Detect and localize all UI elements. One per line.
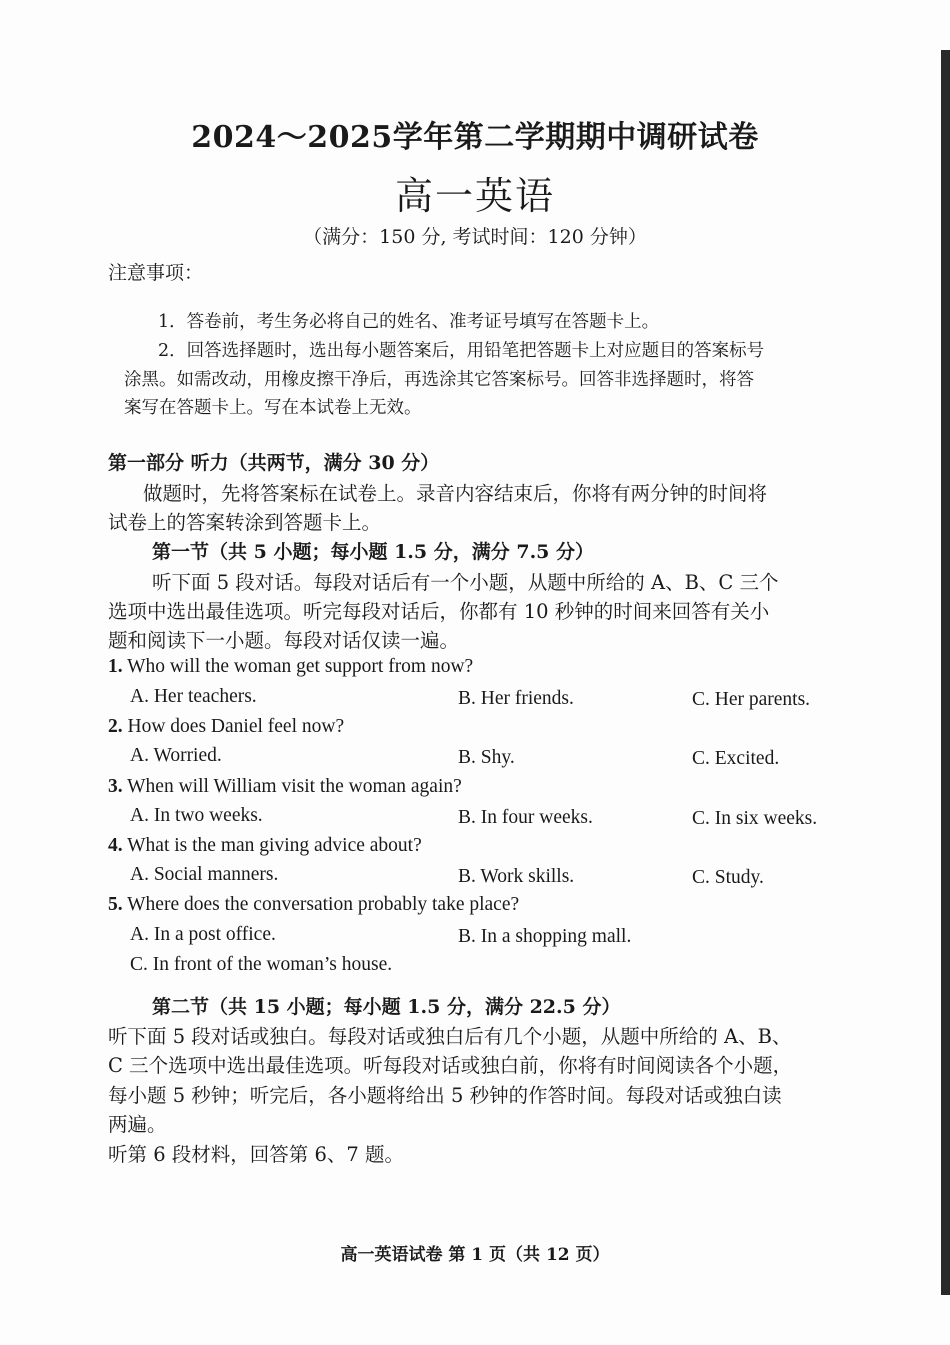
question-stem: When will William visit the woman again? <box>127 776 462 797</box>
section1-instruction-line: 选项中选出最佳选项。听完每段对话后，你都有 10 秒钟的时间来回答有关小 <box>108 600 770 623</box>
option-c: C. In six weeks. <box>692 808 818 829</box>
section2-heading: 第二节（共 15 小题；每小题 1.5 分，满分 22.5 分） <box>152 996 621 1018</box>
option-a: A. Her teachers. <box>130 686 257 707</box>
exam-title: 2024～2025学年第二学期期中调研试卷 <box>191 120 759 155</box>
question-number: 5. <box>108 894 123 915</box>
question-stem: Who will the woman get support from now? <box>127 656 474 677</box>
section2-instruction-line: C 三个选项中选出最佳选项。听每段对话或独白前，你将有时间阅读各个小题， <box>108 1054 793 1077</box>
question-number: 1. <box>108 656 123 677</box>
note-line: 2．回答选择题时，选出每小题答案后，用铅笔把答题卡上对应题目的答案标号 <box>158 341 765 361</box>
note-line: 1．答卷前，考生务必将自己的姓名、准考证号填写在答题卡上。 <box>158 312 660 332</box>
notes-heading: 注意事项： <box>108 262 204 284</box>
question-4 <box>108 835 422 857</box>
option-b: B. Work skills. <box>458 866 575 887</box>
material-note: 听第 6 段材料，回答第 6、7 题。 <box>108 1143 405 1166</box>
note-line: 案写在答题卡上。写在本试卷上无效。 <box>124 398 422 418</box>
note-line: 涂黑。如需改动，用橡皮擦干净后，再选涂其它答案标号。回答非选择题时，将答 <box>124 370 754 390</box>
question-2 <box>108 716 344 738</box>
question-5 <box>108 894 519 916</box>
section1-heading: 第一节（共 5 小题；每小题 1.5 分，满分 7.5 分） <box>152 541 595 563</box>
question-stem: What is the man giving advice about? <box>127 835 422 856</box>
section1-instruction-line: 题和阅读下一小题。每段对话仅读一遍。 <box>108 629 460 652</box>
section2-instruction-line: 两遍。 <box>108 1113 167 1136</box>
option-c: C. Excited. <box>692 748 780 769</box>
section1-instruction-line: 听下面 5 段对话。每段对话后有一个小题，从题中所给的 A、B、C 三个 <box>152 571 779 594</box>
part1-heading: 第一部分 听力（共两节，满分 30 分） <box>108 452 440 474</box>
question-number: 4. <box>108 835 123 856</box>
option-a: A. Social manners. <box>130 864 279 885</box>
section2-instruction-line: 听下面 5 段对话或独白。每段对话或独白后有几个小题，从题中所给的 A、B、 <box>108 1025 792 1048</box>
question-number: 2. <box>108 716 123 737</box>
option-c: C. In front of the woman’s house. <box>130 954 393 975</box>
option-b: B. In four weeks. <box>458 807 593 828</box>
option-b: B. Shy. <box>458 747 515 768</box>
option-a: A. In two weeks. <box>130 805 263 826</box>
question-number: 3. <box>108 776 123 797</box>
question-stem: How does Daniel feel now? <box>127 716 345 737</box>
option-b: B. In a shopping mall. <box>458 926 632 947</box>
option-c: C. Study. <box>692 867 764 888</box>
subject-title: 高一英语 <box>394 174 555 218</box>
option-a: A. In a post office. <box>130 924 276 945</box>
exam-info: （满分：150 分, 考试时间：120 分钟） <box>303 226 647 248</box>
question-3 <box>108 776 462 798</box>
option-b: B. Her friends. <box>458 688 574 709</box>
option-a: A. Worried. <box>130 745 222 766</box>
part1-intro-line: 做题时，先将答案标在试卷上。录音内容结束后，你将有两分钟的时间将 <box>143 482 768 505</box>
section2-instruction-line: 每小题 5 秒钟；听完后，各小题将给出 5 秒钟的作答时间。每段对话或独白读 <box>108 1084 782 1107</box>
question-1 <box>108 656 473 678</box>
page-footer: 高一英语试卷 第 1 页（共 12 页） <box>340 1245 610 1265</box>
question-stem: Where does the conversation probably take place? <box>127 894 520 915</box>
part1-intro-line: 试卷上的答案转涂到答题卡上。 <box>108 511 382 534</box>
option-c: C. Her parents. <box>692 689 811 710</box>
